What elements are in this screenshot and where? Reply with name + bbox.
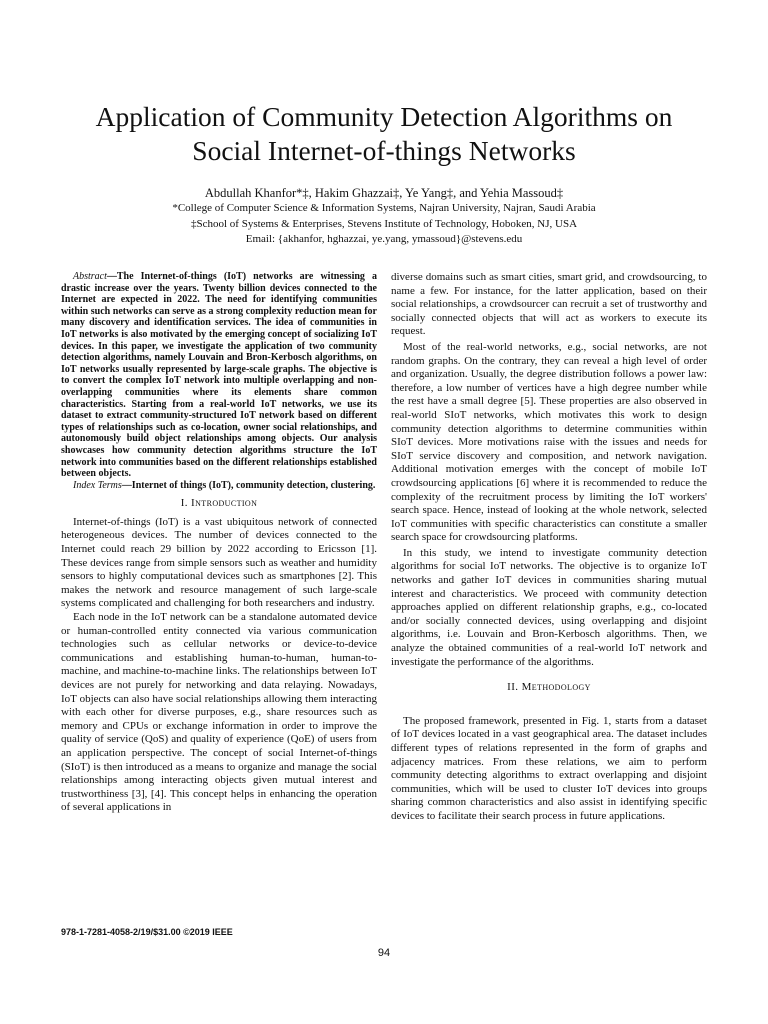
left-column bbox=[61, 271, 377, 815]
section-heading-introduction: I. Introduction bbox=[180, 497, 258, 510]
author-list: Abdullah Khanfor*‡, Hakim Ghazzai‡, Ye Yang‡, and Yehia Massoud‡ bbox=[204, 186, 564, 200]
paper-title bbox=[40, 100, 728, 168]
index-terms bbox=[61, 480, 377, 492]
abstract-text: The Internet-of-things (IoT) networks are witnessing a drastic increase over the years. Twenty billion devices connected to the Internet are expected in 2022. The need for identifying communities within such networks can serve as a strong complexity reduction mean for many discovery and identification services. The idea of communities in IoT networks is also motivated by the emerging concept of socializing IoT devices. In this paper, we investigate the application of two community detection algorithms, namely Louvain and Bron-Kerbosch algorithms, on IoT networks usually represented by large-scale graphs. The objective is to convert the complex IoT network into multiple overlapping and non-overlapping communities where its elements share common characteristics. Starting from a real-world IoT networks, we use its dataset to extract community-structured IoT network based on different types of relationships such as co-location, owner social relationships, and autonomously build object relationships among objects. Our analysis showcases how community detection algorithms structure the IoT network into communities based on the different relationships established between objects. bbox=[61, 271, 377, 480]
body-paragraph: In this study, we intend to investigate community detection algorithms for social IoT networks. The objective is to organize IoT networks and gather IoT devices in communities sharing mutual interest and characteristics. We proceed with community detection approaches applied on different relationship graphs, e.g., co-located and/or socially connected devices, using overlapping and disjoint algorithms, i.e. Louvain and Bron-Kerbosch algorithms. Then, we analyze the obtained communities of a real-world IoT network and investigate the performance of the algorithms. bbox=[391, 546, 707, 668]
body-paragraph: diverse domains such as smart cities, smart grid, and crowdsourcing, to name a few. For instance, for the latter application, based on their social relationships, a crowdsourcer can recruit a set of trustworthy and socially connected objects that will act as workers to execute its request. bbox=[391, 271, 707, 338]
copyright-notice: 978-1-7281-4058-2/19/$31.00 ©2019 IEEE bbox=[61, 927, 233, 937]
body-paragraph: Most of the real-world networks, e.g., social networks, are not random graphs. On the contrary, they can reveal a high level of order and organization. Usually, the degree distribution follows a power law: therefore, a low number of vertices have a high degree number while the rest have a small degree [5]. These properties are also observed in real-world SIoT networks, which motivates this work to design community detection algorithms to determine communities within SIoT devices. More motivations raise with the issues and needs for SIoT service discovery and composition, and network navigation. Additional motivation emerges with the concept of mobile IoT crowdsourcing applications [6] where it is recommended to reduce the complexity of the recruitment process by limiting the IoT workers' search space. Hence, instead of looking at the whole network, selected IoT communities with specific characteristics can constitute a smaller search space for crowdsourcing platforms. bbox=[391, 340, 707, 544]
body-paragraph: The proposed framework, presented in Fig. 1, starts from a dataset of IoT devices located in a vast geographical area. The dataset includes different types of relations represented in the form of graphs and adjacency matrices. From these relations, we aim to perform community detecting algorithms to extract overlapping and disjoint communities, which will be used to cluster IoT devices into groups sharing common characteristics and also assist in identifying specific devices to facilitate their search process in future applications. bbox=[391, 714, 707, 822]
section-heading-methodology: II. Methodology bbox=[507, 681, 591, 694]
page-number: 94 bbox=[377, 947, 391, 959]
abstract-label: Abstract bbox=[73, 271, 107, 282]
index-terms-text: Internet of things (IoT), community detection, clustering. bbox=[131, 479, 376, 491]
title-line-1: Application of Community Detection Algorithms on bbox=[95, 101, 673, 132]
author-emails: Email: {akhanfor, hghazzai, ye.yang, ymassoud}@stevens.edu bbox=[245, 233, 523, 245]
affiliation-stevens: ‡School of Systems & Enterprises, Stevens Institute of Technology, Hoboken, NJ, USA bbox=[190, 217, 578, 230]
affiliations bbox=[40, 201, 728, 248]
index-terms-label: Index Terms bbox=[73, 479, 122, 491]
abstract-dash: — bbox=[106, 271, 117, 282]
abstract bbox=[61, 271, 377, 480]
body-paragraph: Each node in the IoT network can be a standalone automated device or human-controlled entity connected via various communication technologies such as cellular networks or device-to-device communications and establishing human-to-human, human-to-machine, and machine-to-machine links. The relationships between IoT devices are not purely for networking and data relaying. Nowadays, IoT objects can also have social relationships allowing them interacting with each other for diverse purposes, e.g., share resources such as memory and CPUs or exchange information in order to improve the quality of service (QoS) and quality of experience (QoE) of users from an application perspective. The concept of social Internet-of-things (SIoT) is then introduced as a means to organize and manage the social relationships among interacting objects given mutual interest and trustworthiness [3], [4]. This concept helps in enhancing the operation of several applications in bbox=[61, 611, 377, 814]
affiliation-najran: *College of Computer Science & Information Systems, Najran University, Najran, Saudi Arabia bbox=[172, 202, 596, 214]
body-paragraph: Internet-of-things (IoT) is a vast ubiquitous network of connected heterogeneous devices. The number of devices connected to the Internet could reach 29 billion by 2022 according to Ericsson [1]. These devices range from simple sensors such as weather and humidity sensors to highly computational devices such as smartphones [2]. This makes the network and resource management of such large-scale systems complicated and challenging for both researchers and industry. bbox=[61, 515, 377, 610]
right-column bbox=[391, 271, 707, 824]
index-terms-dash: — bbox=[121, 479, 132, 491]
title-line-2: Social Internet-of-things Networks bbox=[192, 135, 576, 166]
